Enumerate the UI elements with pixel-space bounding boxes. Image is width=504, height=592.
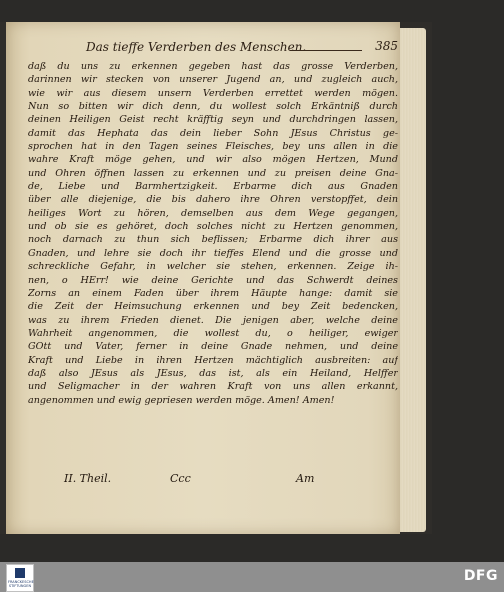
running-head (28, 36, 400, 58)
text-line: schreckliche Gefahr, in welcher sie stehen, erkennen. Zeige ih- (28, 261, 398, 273)
text-line: Nun so bitten wir dich denn, du wollest solch Erkäntniß durch (28, 101, 398, 113)
text-line: und ob sie es gehöret, doch solches nicht zu Hertzen genommen, (28, 221, 398, 233)
running-title: Das tieffe Verderben des Menschen. (86, 40, 307, 54)
text-line: was zu ihrem Frieden dienet. Die jenigen aber, welche deine (28, 314, 398, 326)
text-line: nen, o HErr! wie deine Gerichte und das Schwerdt deines (28, 274, 398, 286)
quire-mark: Ccc (170, 472, 191, 485)
text-line: und Seligmacher in der wahren Kraft von uns allen erkannt, (28, 381, 398, 393)
viewer-footer-bar (0, 562, 504, 592)
catchword: Am (296, 472, 315, 485)
text-line: angenommen und ewig gepriesen werden möge. Amen! Amen! (28, 394, 335, 406)
text-line: GOtt und Vater, ferner in deine Gnade nehmen, und deine (28, 341, 398, 353)
volume-signature: II. Theil. (64, 472, 112, 485)
text-line: und Ohren öffnen lassen zu erkennen und zu preisen deine Gna- (28, 167, 398, 179)
text-line: Gnaden, und lehre sie doch ihr tieffes Elend und die grosse und (28, 247, 398, 259)
body-text (28, 60, 398, 407)
logo-text: FRANCKESCHE STIFTUNGEN (8, 580, 34, 588)
text-line: damit das Hephata das dein lieber Sohn JEsus Christus ge- (28, 127, 398, 139)
logo-emblem-icon (15, 568, 25, 578)
text-line: wie wir aus diesem unsern Verderben errettet werden mögen. (28, 87, 398, 99)
text-line: Kraft und Liebe in ihren Hertzen mächtiglich ausbreiten: auf (28, 354, 398, 366)
text-line: deinen Heiligen Geist recht kräfftig seyn und durchdringen lassen, (28, 114, 398, 126)
text-line: darinnen wir stecken von unserer Jugend an, und zugleich auch, (28, 74, 398, 86)
header-rule (290, 50, 362, 51)
text-line: daß du uns zu erkennen gegeben hast das grosse Verderben, (28, 61, 398, 72)
page-footer (28, 470, 400, 490)
text-line: sprochen hat in den Tagen seines Fleisches, bey uns allen in die (28, 141, 398, 153)
text-line: heiliges Wort zu hören, demselben aus dem Wege gegangen, (28, 207, 398, 219)
page-number: 385 (375, 39, 398, 53)
page-fore-edge (400, 28, 426, 532)
text-line: de, Liebe und Barmhertzigkeit. Erbarme dich aus Gnaden (28, 181, 398, 193)
book-scan (0, 22, 432, 534)
text-line: noch darnach zu thun sich beflissen; Erbarme dich ihrer aus (28, 234, 398, 246)
text-line: daß also JEsus als JEsus, das ist, als ein Heiland, Helffer (28, 367, 398, 379)
text-line: Wahrheit angenommen, die wollest du, o heiliger, ewiger (28, 327, 398, 339)
text-line: Zorns an einem Faden über ihrem Häupte hange: damit sie (28, 287, 398, 299)
book-page (6, 22, 400, 534)
text-line: die Zeit der Heimsuchung erkennen und bey Zeit bedencken, (28, 301, 398, 313)
dfg-logo[interactable]: DFG (463, 568, 498, 584)
institution-logo[interactable] (6, 564, 34, 592)
text-line: wahre Kraft möge gehen, und wir also mögen Hertzen, Mund (28, 154, 398, 166)
text-line: über alle diejenige, die bis dahero ihre Ohren verstopffet, dein (28, 194, 398, 206)
